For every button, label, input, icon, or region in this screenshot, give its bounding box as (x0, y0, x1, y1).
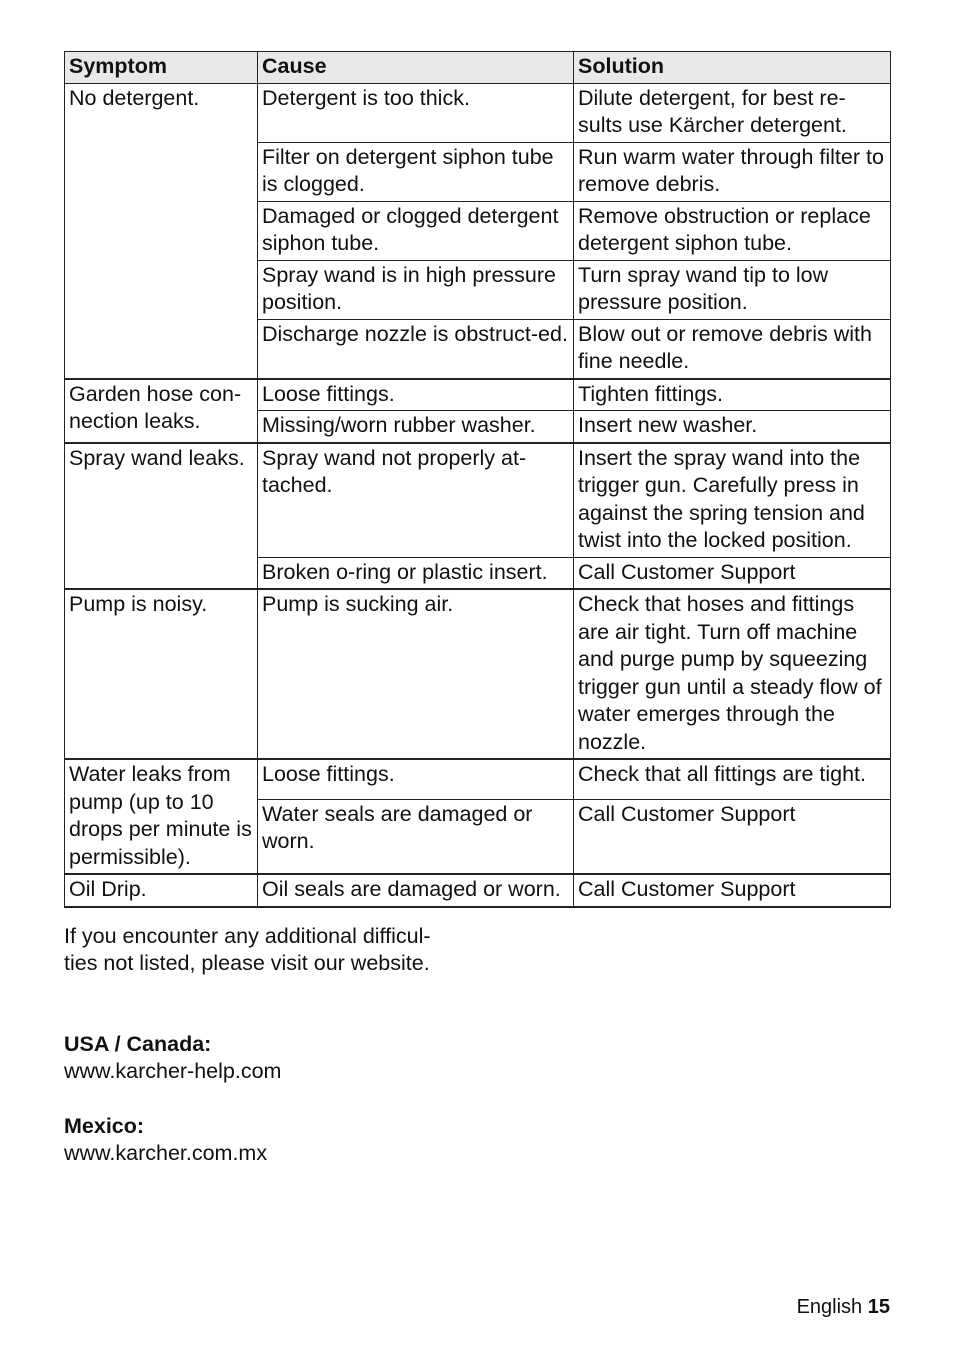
symptom-cell: Pump is noisy. (65, 589, 258, 759)
cause-cell: Spray wand is in high pressure position. (258, 260, 574, 319)
table-row (65, 443, 891, 558)
page-number: 15 (867, 1296, 890, 1318)
note-line-1: If you encounter any additional difficul- (64, 924, 431, 948)
table-row (65, 379, 891, 411)
cause-cell: Loose fittings. (258, 379, 574, 411)
symptom-cell: Water leaks from pump (up to 10 drops per minute is permissible). (65, 759, 258, 874)
page-footer (797, 1296, 890, 1319)
footer-language: English (796, 1296, 863, 1318)
cause-cell: Discharge nozzle is obstruct-ed. (258, 319, 574, 379)
symptom-cell: Oil Drip. (65, 874, 258, 907)
troubleshooting-table (64, 51, 891, 908)
mexico-website: www.karcher.com.mx (64, 1141, 268, 1165)
solution-cell: Insert the spray wand into the trigger gun. Carefully press in against the spring tension and twist into the locked position. (574, 443, 891, 558)
cause-cell: Loose fittings. (258, 759, 574, 799)
cause-cell: Damaged or clogged detergent siphon tube. (258, 201, 574, 260)
table-row (65, 759, 891, 799)
usa-canada-heading: USA / Canada: (64, 1032, 212, 1056)
table-row (65, 83, 891, 142)
mexico-heading: Mexico: (64, 1114, 145, 1138)
header-solution: Solution (574, 52, 891, 84)
usa-canada-website: www.karcher-help.com (64, 1059, 282, 1083)
cause-cell: Broken o-ring or plastic insert. (258, 557, 574, 589)
symptom-cell: Spray wand leaks. (65, 443, 258, 590)
solution-cell: Check that all fittings are tight. (574, 759, 891, 799)
header-cause: Cause (258, 52, 574, 84)
cause-cell: Detergent is too thick. (258, 83, 574, 142)
solution-cell: Insert new washer. (574, 411, 891, 443)
cause-cell: Missing/worn rubber washer. (258, 411, 574, 443)
solution-cell: Call Customer Support (574, 799, 891, 874)
solution-cell: Call Customer Support (574, 874, 891, 907)
solution-cell: Blow out or remove debris with fine needle. (574, 319, 891, 379)
solution-cell: Run warm water through filter to remove debris. (574, 142, 891, 201)
symptom-cell: No detergent. (65, 83, 258, 379)
cause-cell: Oil seals are damaged or worn. (258, 874, 574, 907)
cause-cell: Filter on detergent siphon tube is clogged. (258, 142, 574, 201)
solution-cell: Remove obstruction or replace detergent siphon tube. (574, 201, 891, 260)
table-row (65, 874, 891, 907)
solution-cell: Turn spray wand tip to low pressure position. (574, 260, 891, 319)
solution-cell: Tighten fittings. (574, 379, 891, 411)
solution-cell: Call Customer Support (574, 557, 891, 589)
table-body (65, 83, 891, 907)
table-header-row (65, 52, 891, 84)
cause-cell: Spray wand not properly at-tached. (258, 443, 574, 558)
header-symptom: Symptom (65, 52, 258, 84)
cause-cell: Pump is sucking air. (258, 589, 574, 759)
note-line-2: ties not listed, please visit our website. (64, 951, 430, 975)
table-row (65, 589, 891, 759)
solution-cell: Dilute detergent, for best re-sults use Kärcher detergent. (574, 83, 891, 142)
symptom-cell: Garden hose con-nection leaks. (65, 379, 258, 443)
solution-cell: Check that hoses and fittings are air tight. Turn off machine and purge pump by squeezing trigger gun until a steady flow of water emerges through the nozzle. (574, 589, 891, 759)
cause-cell: Water seals are damaged or worn. (258, 799, 574, 874)
